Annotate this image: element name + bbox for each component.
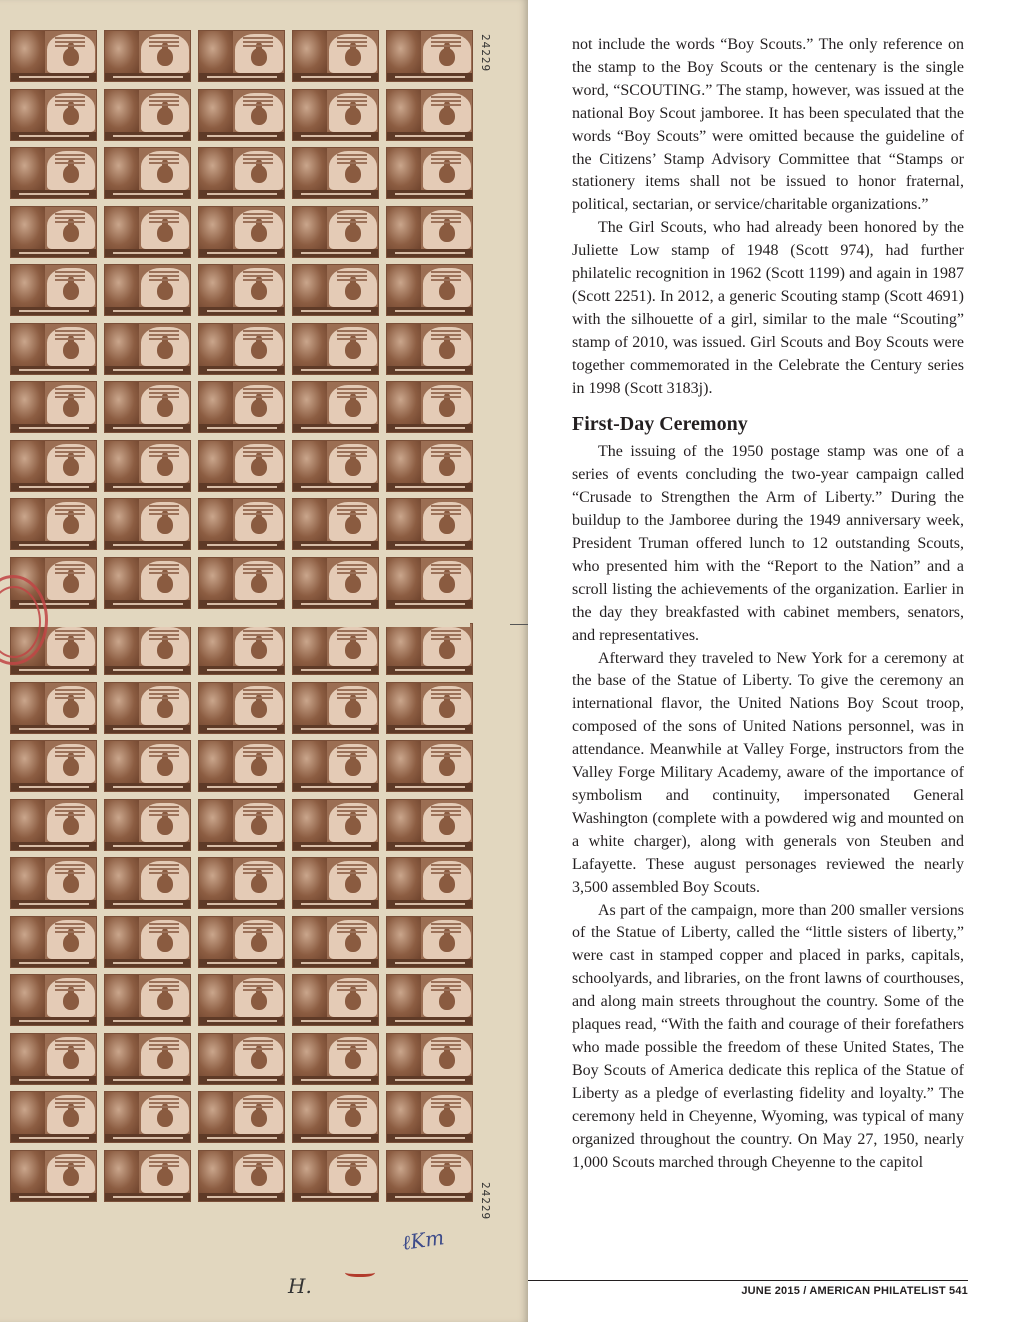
stamp [10,974,97,1026]
stamp [10,440,97,492]
stamp [386,30,473,82]
stamp [386,1033,473,1085]
stamp [10,147,97,199]
stamp [292,740,379,792]
page-footer: JUNE 2015 / AMERICAN PHILATELIST 541 [741,1285,968,1297]
stamp [198,1091,285,1143]
stamp [292,799,379,851]
stamp [292,323,379,375]
stamp [104,440,191,492]
stamp [292,1150,379,1202]
stamp [292,857,379,909]
stamp [386,440,473,492]
stamp [198,440,285,492]
article-body [572,34,964,1174]
stamp [198,206,285,258]
stamp [292,264,379,316]
plate-number-top: 24229 [479,33,492,73]
stamp [198,682,285,734]
stamp [198,1150,285,1202]
stamp [10,89,97,141]
stamp [292,381,379,433]
stamp [10,799,97,851]
stamp [198,557,285,609]
section-heading: First-Day Ceremony [572,412,748,435]
stamp [104,1033,191,1085]
stamp [198,147,285,199]
stamp [198,799,285,851]
stamp [292,682,379,734]
footer-rule [528,1280,968,1281]
stamp [386,557,473,609]
stamp [10,1091,97,1143]
stamp [386,974,473,1026]
stamp [104,89,191,141]
stamp [386,381,473,433]
stamp [10,206,97,258]
stamp [104,323,191,375]
perforation-mark [510,624,528,625]
stamp [104,264,191,316]
stamp [198,857,285,909]
stamp [292,147,379,199]
stamp [10,30,97,82]
stamp [104,1150,191,1202]
stamp [292,440,379,492]
stamp [104,498,191,550]
stamp [10,498,97,550]
stamp [10,857,97,909]
stamp [386,1150,473,1202]
stamp [198,623,285,675]
stamp [104,557,191,609]
stamp [386,1091,473,1143]
stamp [386,147,473,199]
stamp [198,30,285,82]
stamp [292,916,379,968]
stamp [104,381,191,433]
paragraph-5: As part of the campaign, more than 200 smaller versions of the Statue of Liberty, called the “little sisters of liberty,” were cast in stamped copper and placed in parks, capitals, schoolyards, and libraries, on the front lawns of courthouses, and along main streets throughout the country. Some of the plaques read, “With the faith and courage of their forefathers who made possible the freedom of these United States, The Boy Scouts of America dedicate this replica of the Statue of Liberty as a pledge of everlasting fidelity and loyalty.” The ceremony held in Cheyenne, Wyoming, was typical of many organized throughout the country. On May 27, 1950, nearly 1,000 Scouts marched through Cheyenne to the capitol [572,901,964,1171]
stamp [104,682,191,734]
stamp [198,916,285,968]
paragraph-1: not include the words “Boy Scouts.” The only reference on the stamp to the Boy Scouts or the centenary is the single word, “SCOUTING.” The stamp, however, was issued at the national Boy Scout jamboree. It has been speculated that the words “Boy Scouts” were omitted because the guideline of the Citizens’ Stamp Advisory Committee that “Stamps or stationery items shall not be issued to honor fraternal, political, sectarian, or service/charitable organizations.” [572,36,964,214]
stamp [386,264,473,316]
paragraph-4: Afterward they traveled to New York for a ceremony at the base of the Statue of Liberty. To give the ceremony an international flavor, the United Nations Boy Scout troop, composed of the sons of United Nations personnel, was in attendance. Meanwhile at Valley Forge, instructors from the Valley Forge Military Academy, aware of the importance of symbolism and continuity, impersonated General Washington (complete with a powdered wig and mounted on a white charger), along with generals von Steuben and Lafayette. These august personages reviewed the nearly 3,500 assembled Boy Scouts. [572,649,964,896]
stamp [292,89,379,141]
stamp [104,147,191,199]
stamp [386,916,473,968]
stamp [104,30,191,82]
stamp [386,206,473,258]
stamp [292,1033,379,1085]
stamp [292,623,379,675]
stamp [386,623,473,675]
stamp [386,498,473,550]
stamp [198,740,285,792]
stamp [10,682,97,734]
paragraph-3: The issuing of the 1950 postage stamp was one of a series of events concluding the two-year campaign called “Crusade to Strengthen the Arm of Liberty.” During the buildup to the Jamboree during the 1949 anniversary week, President Truman offered lunch to 12 outstanding Scouts, who presented him with the “Report to the Nation” and a scroll listing the achievements of the organization. Earlier in the day they breakfasted with cabinet members, senators, and representatives. [572,443,964,644]
stamp [198,323,285,375]
stamp [386,323,473,375]
stamp [292,974,379,1026]
stamp [10,740,97,792]
stamp [292,1091,379,1143]
stamp [104,916,191,968]
stamp [10,1150,97,1202]
stamp [104,206,191,258]
stamp [10,264,97,316]
handwritten-initial: H. [288,1274,312,1298]
paragraph-2: The Girl Scouts, who had already been honored by the Juliette Low stamp of 1948 (Scott 974), had further philatelic recognition in 1962 (Scott 1199) and again in 1987 (Scott 2251). In 2012, a generic Scouting stamp (Scott 4691) with the silhouette of a girl, similar to the male “Scouting” stamp of 2010, was issued. Girl Scouts and Boy Scouts were together commemorated in the Celebrate the Century series in 1998 (Scott 3183j). [572,219,964,397]
stamp [198,381,285,433]
stamp [104,1091,191,1143]
stamp [386,799,473,851]
stamp [104,974,191,1026]
sheet-gutter [10,615,470,627]
stamp [104,799,191,851]
stamp [10,323,97,375]
stamp [198,1033,285,1085]
stamp [386,89,473,141]
stamp [10,1033,97,1085]
stamp [386,682,473,734]
red-signature-mark [345,1266,375,1277]
stamp [292,30,379,82]
stamp [10,381,97,433]
stamp [292,206,379,258]
stamp [198,974,285,1026]
stamp [292,498,379,550]
stamp [386,857,473,909]
stamp [198,264,285,316]
stamp [104,623,191,675]
stamp [10,916,97,968]
stamp [104,857,191,909]
stamp [386,740,473,792]
plate-number-bottom: 24229 [479,1181,492,1221]
stamp [292,557,379,609]
stamp [198,498,285,550]
stamp [104,740,191,792]
stamp [198,89,285,141]
handwritten-signature: ℓKm [400,1225,446,1255]
